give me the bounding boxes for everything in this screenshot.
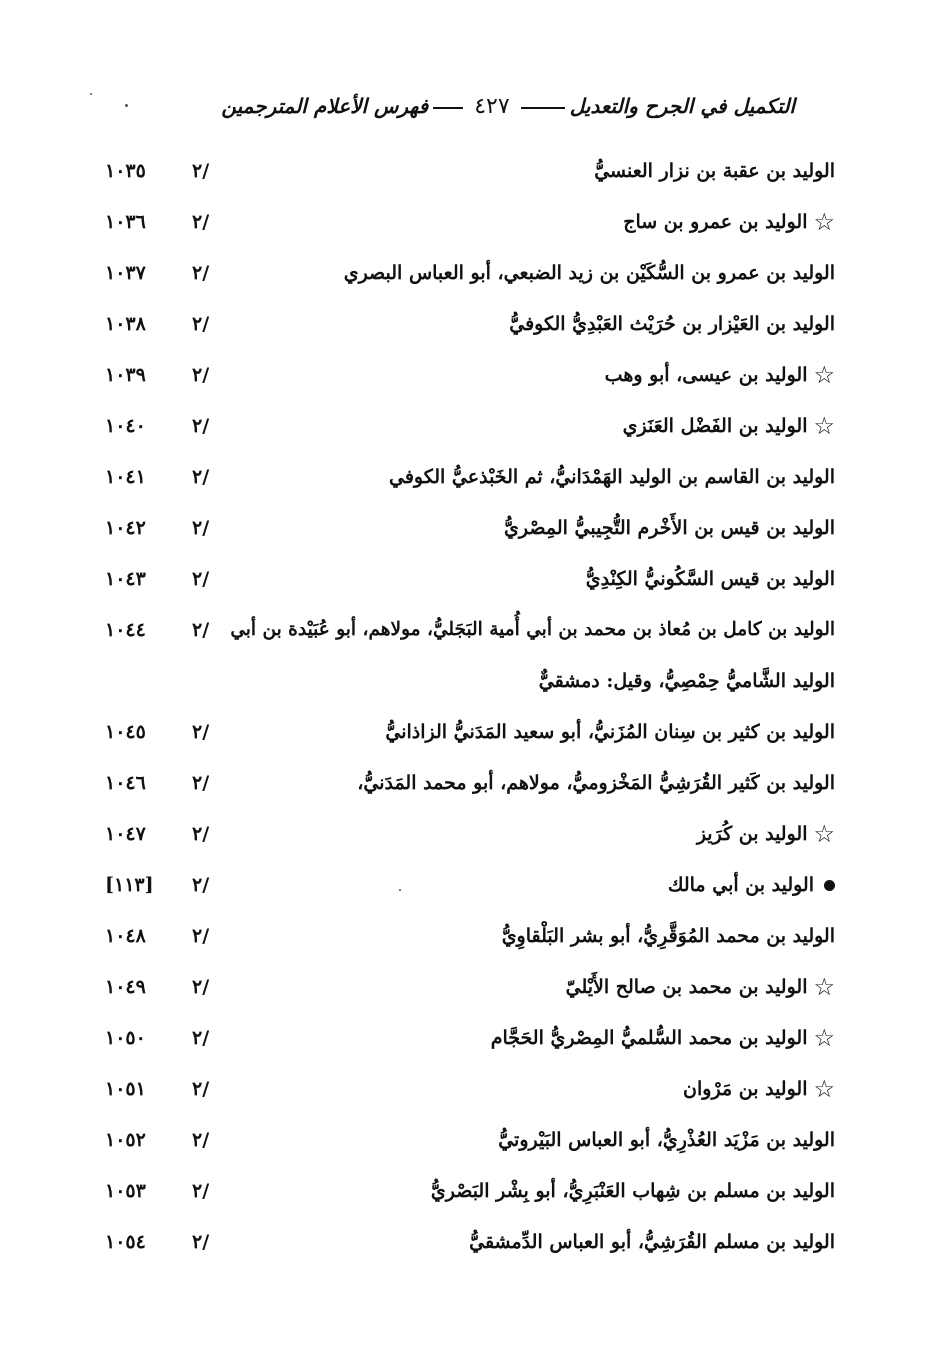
entry-name xyxy=(498,1125,835,1155)
volume-ref: ٢/ xyxy=(192,364,210,386)
entry-name xyxy=(230,615,835,645)
section-title: فهرس الأعلام المترجمين xyxy=(221,94,429,118)
entry-number: ١٠٣٩ xyxy=(105,364,146,386)
entry-name xyxy=(344,258,835,288)
entry-name-text: الوليد بن محمد بن صالح الأَيْليّ xyxy=(565,976,808,998)
index-entry xyxy=(100,258,835,294)
entry-name-text: الوليد بن مَزْيَد العُذْرِيُّ، أبو العباس البَيْروتيُّ xyxy=(498,1129,835,1151)
book-title: التكميل في الجرح والتعديل xyxy=(569,94,795,118)
volume-ref: ٢/ xyxy=(192,160,210,182)
index-entry xyxy=(100,1227,835,1263)
index-entry xyxy=(100,1023,835,1059)
entry-number: ١٠٤٧ xyxy=(105,823,146,845)
entry-number: ١٠٤١ xyxy=(105,466,146,488)
entry-name xyxy=(431,1176,835,1206)
entry-name xyxy=(491,1023,835,1053)
entry-name-text: الوليد بن عمرو بن السُّكَيْن بن زيد الضبعي، أبو العباس البصري xyxy=(343,262,835,284)
volume-ref: ٢/ xyxy=(192,823,210,845)
index-entry xyxy=(100,207,835,243)
header-dash xyxy=(433,107,463,109)
volume-ref: ٢/ xyxy=(192,211,210,233)
index-entry xyxy=(100,972,835,1008)
entry-name-text: الوليد بن عيسى، أبو وهب xyxy=(604,364,808,386)
index-entry xyxy=(100,819,835,855)
entry-number: ١٠٥٢ xyxy=(105,1129,146,1151)
entry-number: ١٠٥٤ xyxy=(105,1231,146,1253)
volume-ref: ٢/ xyxy=(192,925,210,947)
entry-name-text: الوليد بن العَيْزار بن حُرَيْث العَبْدِيُّ الكوفيُّ xyxy=(509,313,835,335)
star-icon: ☆ xyxy=(813,973,835,1001)
entry-name xyxy=(502,921,835,951)
entry-name-text: الوليد الشَّاميُّ حِمْصِيُّ، وقيل: دمشقيٌّ xyxy=(538,670,835,692)
page-number: ٤٢٧ xyxy=(474,93,510,119)
entry-number: [١١٣] xyxy=(105,874,154,896)
entry-name xyxy=(389,462,835,492)
entry-name-text: الوليد بن مسلم بن شِهاب العَنْبَرِيُّ، أبو بِشْر البَصْريُّ xyxy=(430,1180,835,1202)
entry-number: ١٠٣٨ xyxy=(105,313,146,335)
volume-ref: ٢/ xyxy=(192,1180,210,1202)
entry-number: ١٠٥١ xyxy=(105,1078,146,1100)
volume-ref: ٢/ xyxy=(192,1078,210,1100)
index-entry xyxy=(100,1176,835,1212)
scan-speck xyxy=(90,93,92,95)
star-icon: ☆ xyxy=(813,208,835,236)
entry-number: ١٠٣٦ xyxy=(105,211,146,233)
volume-ref: ٢/ xyxy=(192,262,210,284)
entry-number: ١٠٤٦ xyxy=(105,772,146,794)
entry-name-text: الوليد بن عقبة بن نزار العنسيُّ xyxy=(594,160,835,182)
entry-number: ١٠٤٥ xyxy=(105,721,146,743)
volume-ref: ٢/ xyxy=(192,976,210,998)
header-dash xyxy=(521,107,565,109)
star-icon: ☆ xyxy=(813,1075,835,1103)
entry-name-text: الوليد بن قيس السَّكُونيُّ الكِنْدِيُّ xyxy=(585,568,835,590)
volume-ref: ٢/ xyxy=(192,568,210,590)
entry-number: ١٠٥٣ xyxy=(105,1180,146,1202)
entry-number: ١٠٥٠ xyxy=(105,1027,146,1049)
index-entry xyxy=(100,921,835,957)
entry-name-text: الوليد بن كُرَيز xyxy=(696,823,808,845)
volume-ref: ٢/ xyxy=(192,415,210,437)
volume-ref: ٢/ xyxy=(192,1231,210,1253)
volume-ref: ٢/ xyxy=(192,721,210,743)
entry-name-text: الوليد بن قيس بن الأَخْرم التُّجِيبيُّ المِصْريُّ xyxy=(504,517,835,539)
index-entry xyxy=(100,156,835,192)
index-entry xyxy=(100,768,835,804)
running-header xyxy=(190,86,795,126)
entry-number: ١٠٤٢ xyxy=(105,517,146,539)
index-entry xyxy=(100,1074,835,1110)
star-icon: ☆ xyxy=(813,412,835,440)
entry-number: ١٠٤٨ xyxy=(105,925,146,947)
entry-name xyxy=(605,360,835,390)
entry-name xyxy=(357,768,835,798)
entry-number: ١٠٤٠ xyxy=(105,415,146,437)
entry-name xyxy=(586,564,835,594)
entry-name-text: الوليد بن كثير بن سِنان المُزَنيُّ، أبو سعيد المَدَنيُّ الزاذانيُّ xyxy=(385,721,835,743)
index-entry xyxy=(100,513,835,549)
index-entry-continuation xyxy=(100,666,835,702)
index-entry xyxy=(100,615,835,651)
star-icon: ☆ xyxy=(813,1024,835,1052)
entry-name xyxy=(697,819,835,849)
volume-ref: ٢/ xyxy=(192,874,210,896)
star-icon: ☆ xyxy=(813,361,835,389)
entry-name-text: الوليد بن القاسم بن الوليد الهَمْدَانيُّ، ثم الخَبْذعيُّ الكوفي xyxy=(389,466,835,488)
bullet-dot-icon xyxy=(824,880,835,891)
index-entry xyxy=(100,870,835,906)
scan-speck xyxy=(399,889,401,891)
entry-number: ١٠٤٩ xyxy=(105,976,146,998)
entry-name xyxy=(539,666,835,696)
index-entry xyxy=(100,309,835,345)
entry-name xyxy=(623,411,835,441)
volume-ref: ٢/ xyxy=(192,772,210,794)
entry-name xyxy=(623,207,835,237)
entry-name-text: الوليد بن محمد السُّلميُّ المِصْريُّ الحَجَّام xyxy=(490,1027,808,1049)
star-icon: ☆ xyxy=(813,820,835,848)
entry-number: ١٠٣٧ xyxy=(105,262,146,284)
volume-ref: ٢/ xyxy=(192,313,210,335)
index-entry xyxy=(100,360,835,396)
index-entry xyxy=(100,717,835,753)
entry-number: ١٠٤٤ xyxy=(105,619,146,641)
scan-speck xyxy=(125,104,128,107)
entry-name-text: الوليد بن كامل بن مُعاذ بن محمد بن أبي أُمية البَجَليُّ، مولاهم، أبو عُبَيْدة بن أبي xyxy=(230,619,835,640)
volume-ref: ٢/ xyxy=(192,619,210,641)
entry-name xyxy=(683,1074,835,1104)
entry-name xyxy=(668,870,835,900)
index-entry xyxy=(100,1125,835,1161)
entry-name-text: الوليد بن مَرْوان xyxy=(683,1078,808,1100)
entry-name xyxy=(469,1227,835,1257)
entry-name-text: الوليد بن مسلم القُرَشِيُّ، أبو العباس الدِّمشقيُّ xyxy=(469,1231,835,1253)
entry-name xyxy=(385,717,835,747)
entry-name-text: الوليد بن عمرو بن ساج xyxy=(623,211,808,233)
entry-name xyxy=(594,156,835,186)
entry-name xyxy=(566,972,835,1002)
volume-ref: ٢/ xyxy=(192,1027,210,1049)
volume-ref: ٢/ xyxy=(192,466,210,488)
entry-name-text: الوليد بن الفَضْل العَنَزي xyxy=(622,415,808,437)
entry-name-text: الوليد بن كَثير القُرَشِيُّ المَخْزوميُّ، مولاهم، أبو محمد المَدَنيُّ، xyxy=(357,772,835,794)
volume-ref: ٢/ xyxy=(192,1129,210,1151)
index-entry xyxy=(100,462,835,498)
entry-number: ١٠٤٣ xyxy=(105,568,146,590)
entry-number: ١٠٣٥ xyxy=(105,160,146,182)
volume-ref: ٢/ xyxy=(192,517,210,539)
entry-name-text: الوليد بن أبي مالك xyxy=(667,874,814,896)
entry-name xyxy=(509,309,835,339)
index-entry xyxy=(100,411,835,447)
index-entry xyxy=(100,564,835,600)
entry-name xyxy=(504,513,835,543)
entry-name-text: الوليد بن محمد المُوَقَّرِيُّ، أبو بشر البَلْقاوِيُّ xyxy=(501,925,835,947)
